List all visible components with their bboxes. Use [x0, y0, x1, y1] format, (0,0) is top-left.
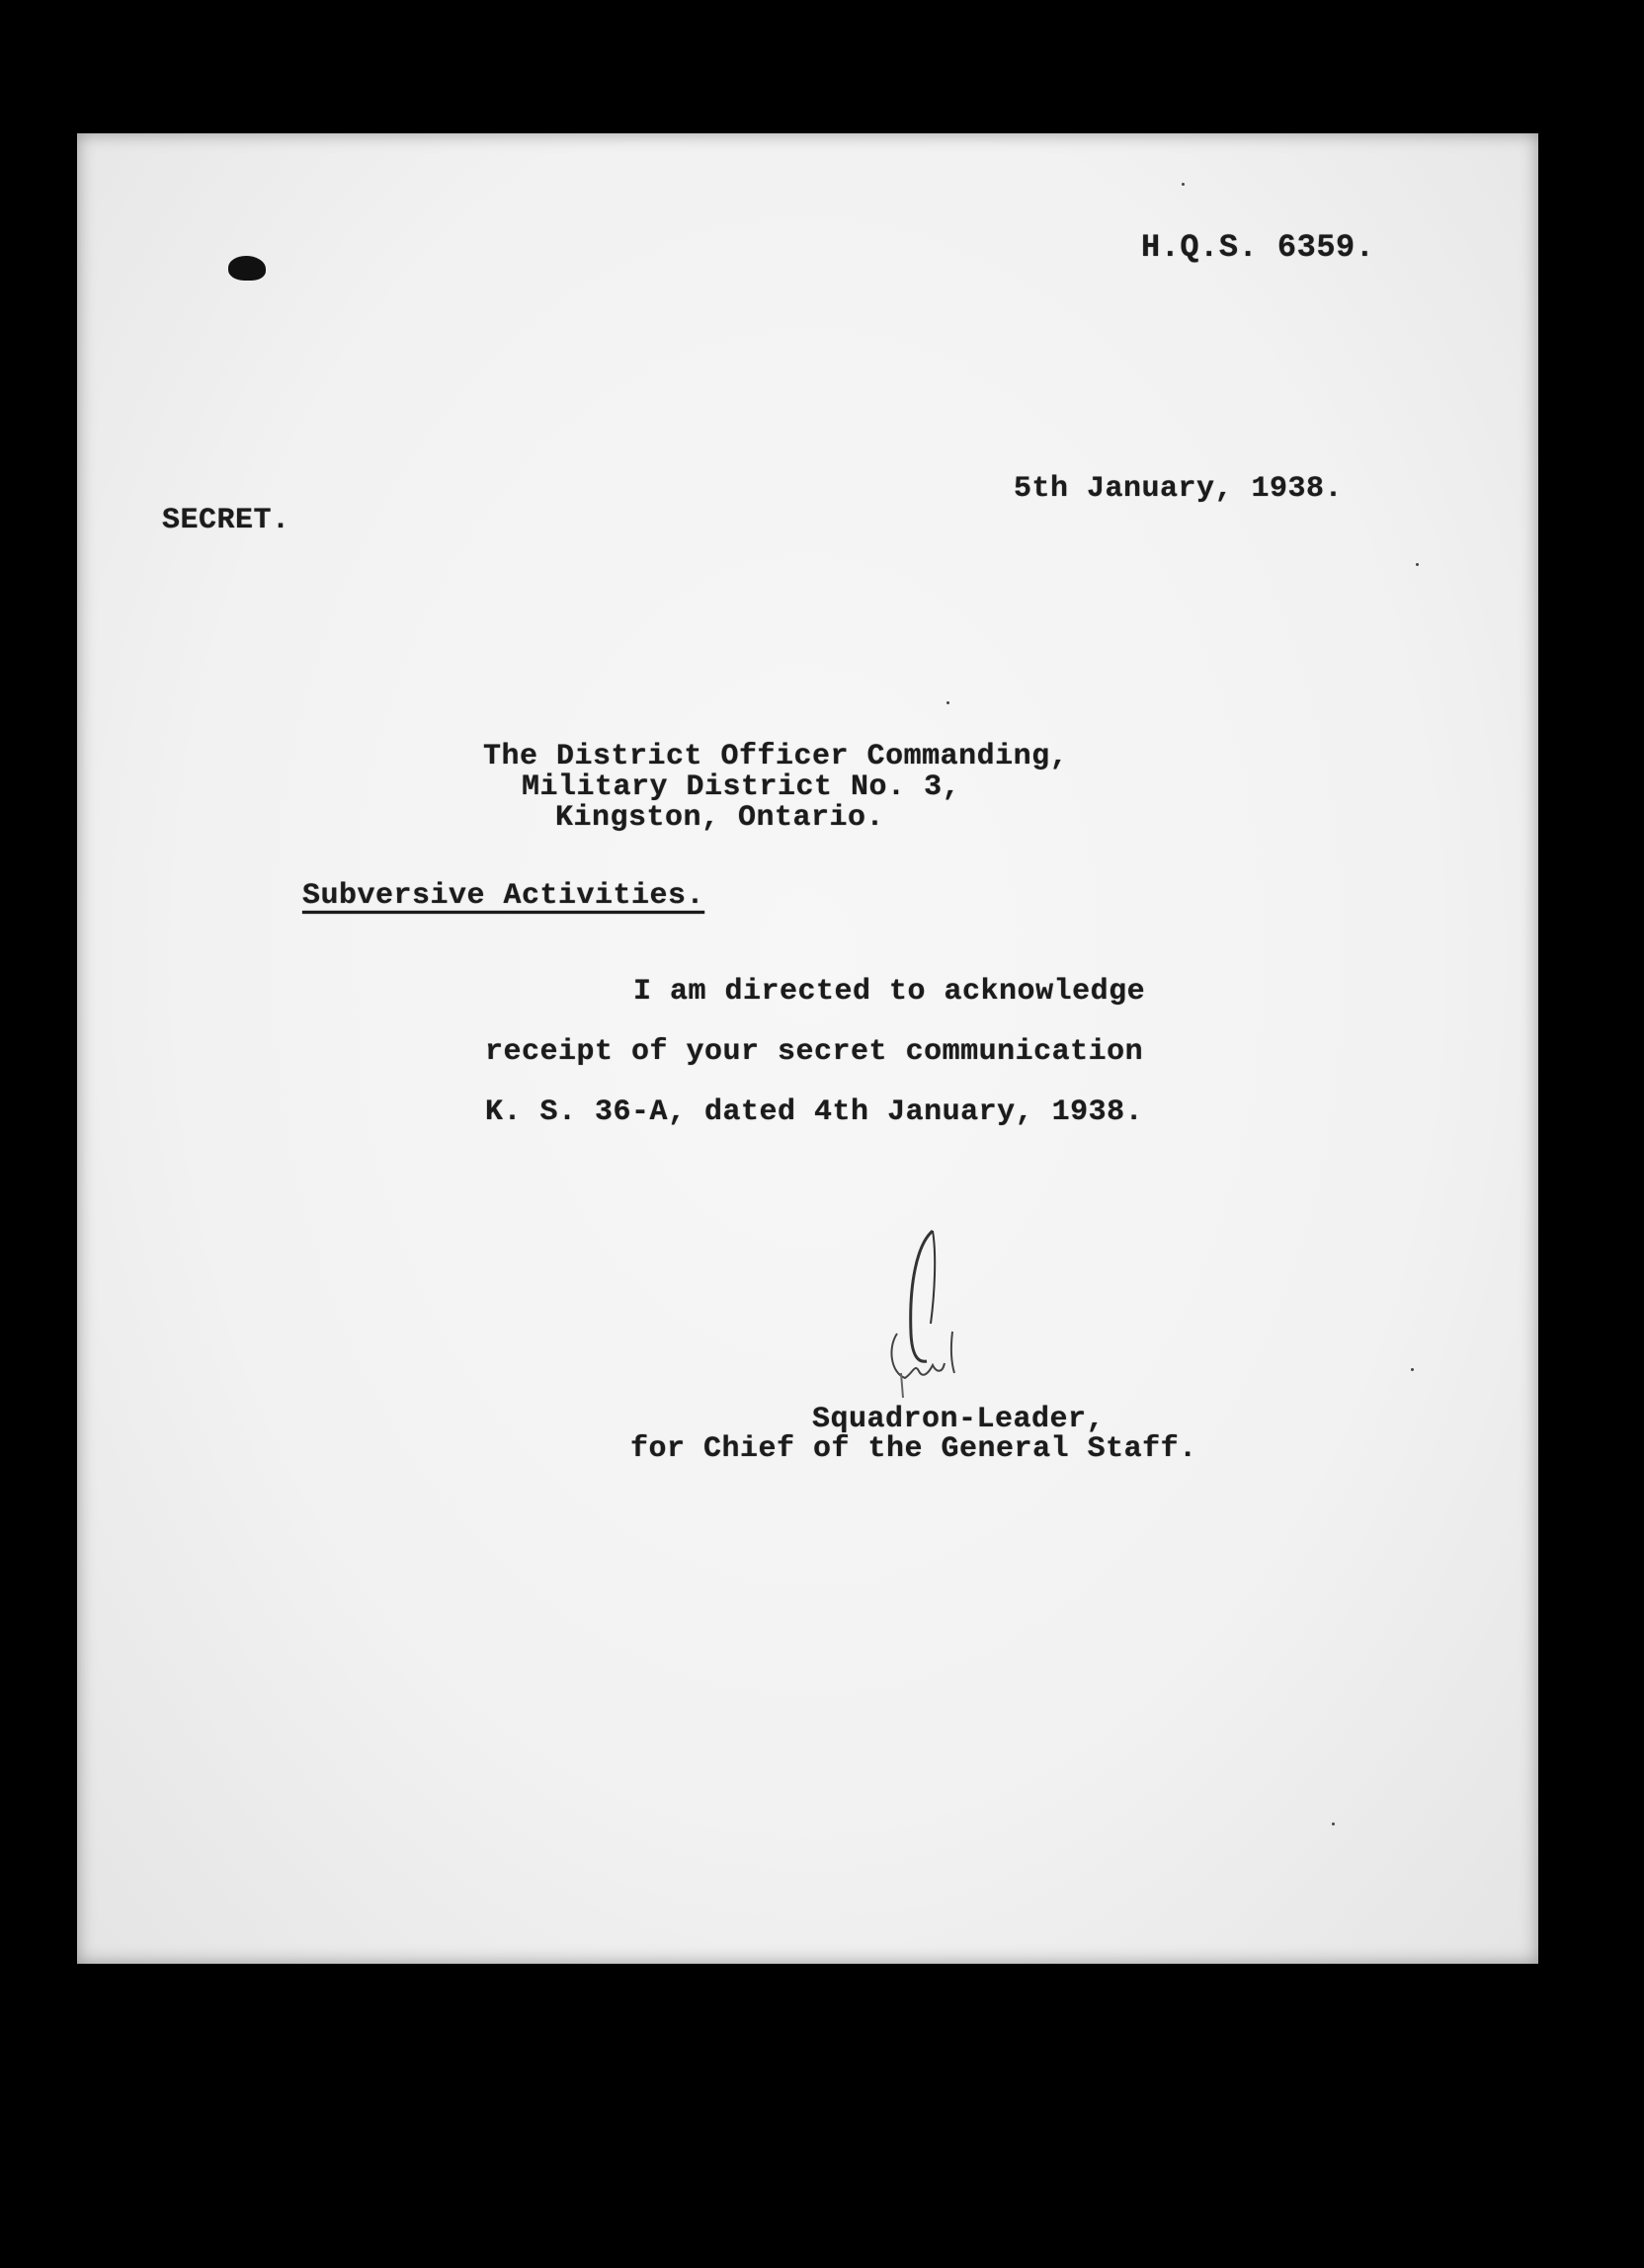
- classification-mark: SECRET.: [162, 504, 290, 537]
- letter-date: 5th January, 1938.: [1014, 472, 1344, 506]
- document-page: [77, 133, 1538, 1964]
- speck: [1416, 563, 1419, 566]
- speck: [946, 701, 949, 704]
- body-line-1: I am directed to acknowledge: [633, 975, 1146, 1009]
- subject-heading: Subversive Activities.: [302, 879, 705, 913]
- body-line-2: receipt of your secret communication: [485, 1035, 1144, 1069]
- addressee-line-2: Military District No. 3,: [522, 770, 961, 804]
- addressee-line-3: Kingston, Ontario.: [555, 801, 885, 835]
- speck: [1332, 1822, 1335, 1825]
- handwritten-signature: [858, 1225, 976, 1403]
- speck: [1411, 1368, 1414, 1371]
- signatory-rank: Squadron-Leader,: [812, 1403, 1106, 1436]
- reference-number: H.Q.S. 6359.: [1141, 229, 1375, 266]
- body-line-3: K. S. 36-A, dated 4th January, 1938.: [485, 1095, 1144, 1129]
- signatory-on-behalf: for Chief of the General Staff.: [630, 1432, 1197, 1466]
- ink-blot: [228, 256, 266, 281]
- addressee-line-1: The District Officer Commanding,: [483, 740, 1069, 773]
- speck: [1182, 183, 1185, 186]
